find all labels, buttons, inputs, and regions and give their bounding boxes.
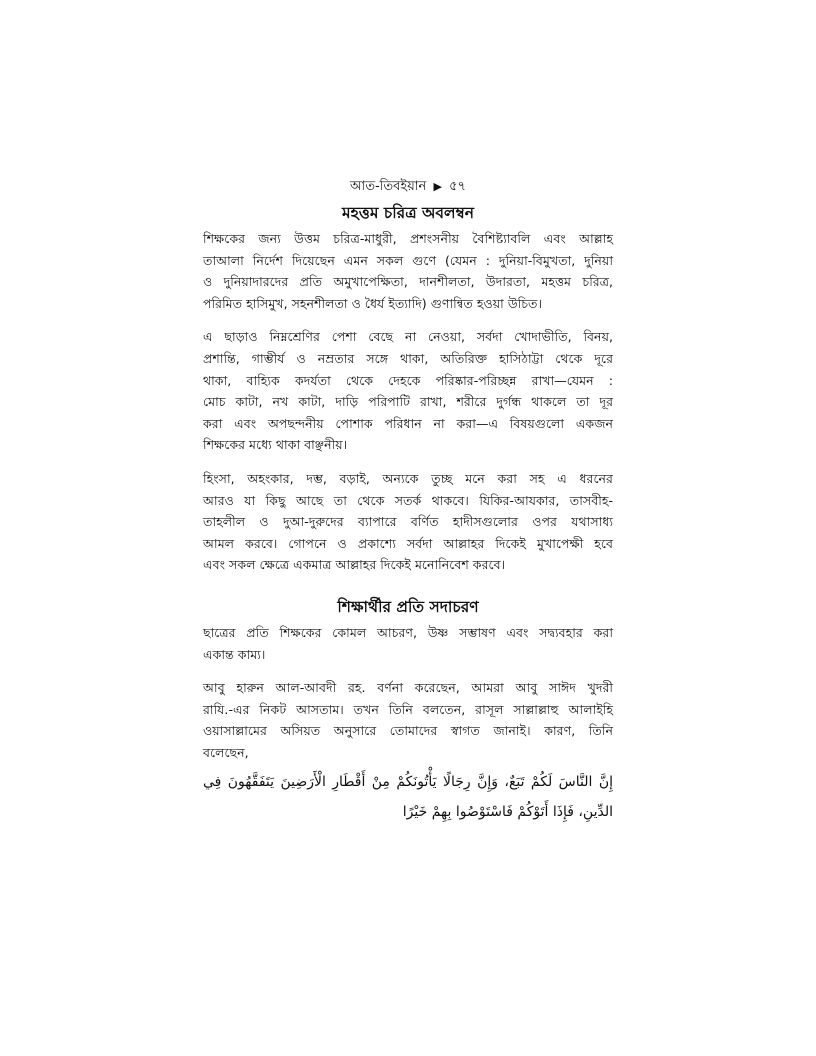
text-line: ও দুনিয়াদারদের প্রতি অমুখাপেক্ষিতা, দানশীলতা, উদারতা, মহত্তম চরিত্র, — [203, 274, 613, 290]
text-line: শিক্ষকের মধ্যে থাকা বাঞ্ছনীয়। — [203, 437, 348, 453]
paragraph — [203, 326, 613, 456]
text-line: থাকা, বাহ্যিক কদর্যতা থেকে দেহকে পরিষ্কার-পরিচ্ছন্ন রাখা—যেমন : — [203, 372, 613, 388]
text-line: হিংসা, অহংকার, দম্ভ, বড়াই, অন্যকে তুচ্ছ মনে করা সহ এ ধরনের — [203, 470, 613, 486]
text-line: তাআলা নির্দেশ দিয়েছেন এমন সকল গুণে (যেমন : দুনিয়া-বিমুখতা, দুনিয়া — [203, 252, 613, 268]
section-heading-noble-character: মহত্তম চরিত্র অবলম্বন — [342, 204, 474, 222]
text-line: আমল করবে। গোপনে ও প্রকাশ্যে সর্বদা আল্লাহর দিকেই মুখাপেক্ষী হবে — [203, 535, 613, 551]
running-head — [203, 178, 613, 196]
text-line: এবং সকল ক্ষেত্রে একমাত্র আল্লাহর দিকেই মনোনিবেশ করবে। — [203, 557, 506, 573]
text-line: ওয়াসাল্লামের অসিয়ত অনুসারে তোমাদের স্বাগত জানাই। কারণ, তিনি — [203, 723, 613, 739]
text-line: রাযি.-এর নিকট আসতাম। তখন তিনি বলতেন, রাসূল সাল্লাল্লাহু আলাইহি — [203, 701, 613, 717]
section-heading-student-treatment: শিক্ষার্থীর প্রতি সদাচরণ — [337, 597, 479, 616]
text-line: তাহলীল ও দুআ-দুরুদের ব্যাপারে বর্ণিত হাদীসগুলোর ওপর যথাসাধ্য — [203, 514, 613, 530]
paragraph — [203, 468, 613, 576]
text-line: মোচ কাটা, নখ কাটা, দাড়ি পরিপাটি রাখা, শরীরে দুর্গন্ধ থাকলে তা দূর — [203, 394, 613, 410]
running-head-title: আত-তিবইয়ান — [350, 179, 427, 194]
text-line: আবু হারুন আল-আবদী রহ. বর্ণনা করেছেন, আমরা আবু সাঈদ খুদরী — [203, 680, 613, 696]
text-line: একান্ত কাম্য। — [203, 646, 266, 662]
text-line: শিক্ষকের জন্য উত্তম চরিত্র-মাধুরী, প্রশংসনীয় বৈশিষ্ট্যাবলি এবং আল্লাহ — [203, 231, 613, 246]
paragraph — [203, 228, 613, 314]
section-student-treatment — [203, 596, 613, 828]
text-line: প্রশান্তি, গাম্ভীর্য ও নম্রতার সঙ্গে থাকা, অতিরিক্ত হাসিঠাট্টা থেকে দূরে — [203, 350, 613, 366]
book-page — [203, 178, 613, 827]
arabic-line: إِنَّ النَّاسَ لَكُمْ تَبَعٌ، وَإِنَّ رِجَالًا يَأْتُونَكُمْ مِنْ أَقْطَارِ الْأَرَضِينَ يَتَفَقَّهُونَ فِي — [203, 774, 613, 791]
play-arrow-icon: ▶ — [433, 180, 442, 193]
arabic-hadith-quote — [203, 767, 613, 827]
paragraph — [203, 622, 613, 665]
paragraph — [203, 677, 613, 763]
text-line: আরও যা কিছু আছে তা থেকে সতর্ক থাকবে। যিকির-আযকার, তাসবীহ- — [203, 492, 613, 508]
page-number: ৫৭ — [449, 179, 466, 194]
text-line: পরিমিত হাসিমুখ, সহনশীলতা ও ধৈর্য ইত্যাদি) গুণান্বিত হওয়া উচিত। — [203, 295, 542, 311]
text-line: ছাত্রের প্রতি শিক্ষকের কোমল আচরণ, উষ্ণ সম্ভাষণ এবং সদ্ব্যবহার করা — [203, 624, 613, 640]
text-line: এ ছাড়াও নিম্নশ্রেণির পেশা বেছে না নেওয়া, সর্বদা খোদাভীতি, বিনয়, — [203, 329, 613, 345]
arabic-line: الدِّينِ، فَإِذَا أَتَوْكُمْ فَاسْتَوْصُوا بِهِمْ خَيْرًا — [402, 804, 613, 821]
text-line: করা এবং অপছন্দনীয় পোশাক পরিধান না করা—এ বিষয়গুলো একজন — [203, 415, 613, 431]
text-line: বলেছেন, — [203, 744, 249, 760]
